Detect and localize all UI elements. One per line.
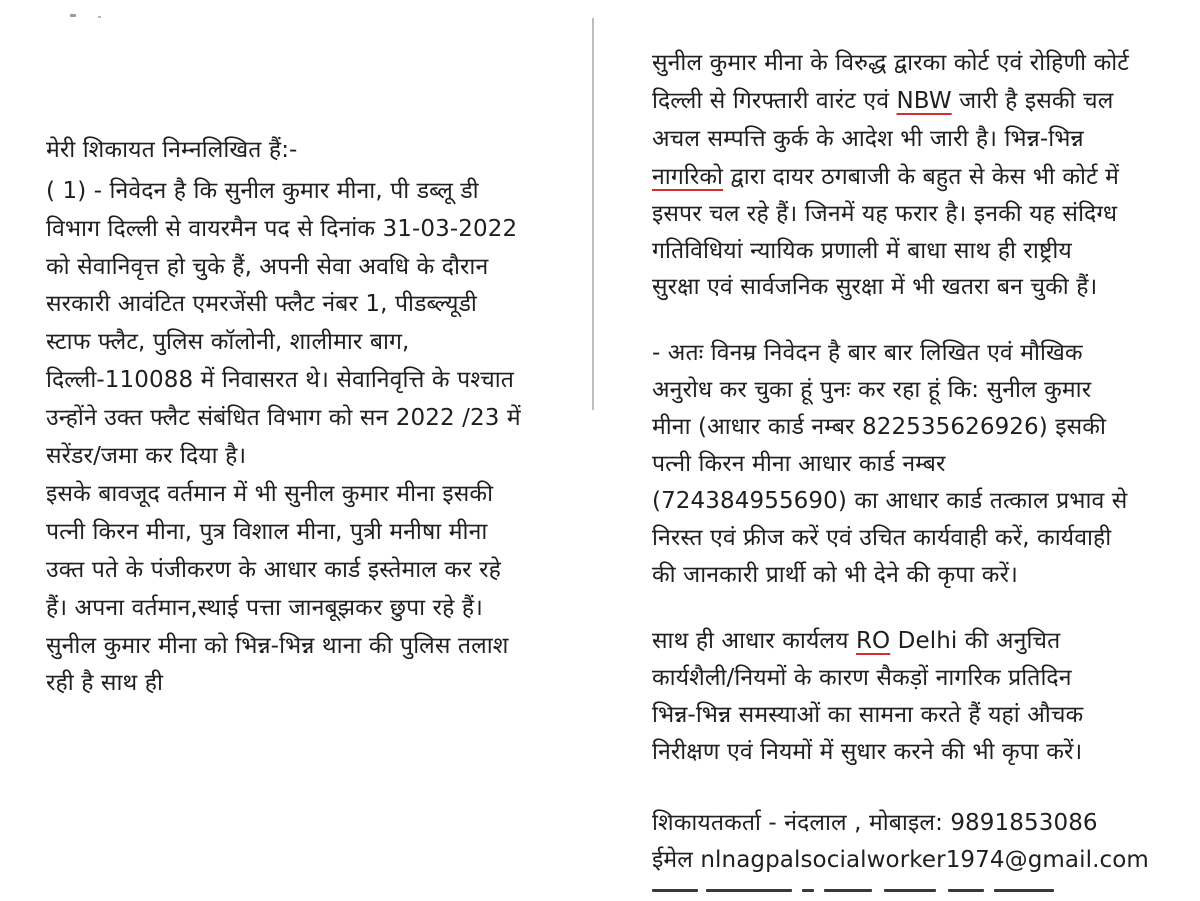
- spellcheck-flagged-word: NBW: [896, 88, 952, 114]
- text-line: पत्नी किरन मीना आधार कार्ड नम्बर: [652, 451, 946, 477]
- text-line: सरकारी आवंटित एमरजेंसी फ्लैट नंबर 1, पीडब्ल्यूडी: [46, 291, 477, 317]
- text-line: इसपर चल रहे हैं। जिनमें यह फरार है। इनकी यह संदिग्ध: [652, 201, 1118, 227]
- text-line: [652, 160, 1119, 194]
- text-line: अनुरोध कर चुका हूं पुनः कर रहा हूं कि: सुनील कुमार: [652, 377, 1092, 403]
- text-line: दिल्ली-110088 में निवासरत थे। सेवानिवृत्ति के पश्चात: [46, 367, 514, 393]
- text-line: सुनील कुमार मीना के विरुद्ध द्वारका कोर्ट एवं रोहिणी कोर्ट: [652, 50, 1129, 76]
- text-line: निरस्त एवं फ्रीज करें एवं उचित कार्यवाही करें, कार्यवाही: [652, 525, 1112, 551]
- complaint-heading: मेरी शिकायत निम्नलिखित हैं:-: [46, 137, 298, 163]
- text-line: ( 1) - निवेदन है कि सुनील कुमार मीना, पी डब्लू डी: [46, 178, 479, 204]
- text-line: हैं। अपना वर्तमान,स्थाई पत्ता जानबूझकर छुपा रहे हैं।: [46, 595, 483, 621]
- text-line: सरेंडर/जमा कर दिया है।: [46, 443, 247, 469]
- text-line: (724384955690) का आधार कार्ड तत्काल प्रभाव से: [652, 488, 1128, 514]
- text-line: उन्होंने उक्त फ्लैट संबंधित विभाग को सन 2022 /23 में: [46, 405, 521, 431]
- text-line: - अतः विनम्र निवेदन है बार बार लिखित एवं मौखिक: [652, 340, 1083, 366]
- scan-speck: [98, 16, 101, 18]
- spellcheck-flagged-word: RO: [855, 628, 891, 654]
- text-line: पत्नी किरन मीना, पुत्र विशाल मीना, पुत्री मनीषा मीना: [46, 519, 488, 545]
- text-fragment: द्वारा दायर ठगबाजी के बहुत से केस भी कोर्ट में: [723, 164, 1120, 190]
- scan-speck: [70, 14, 76, 17]
- text-line: मीना (आधार कार्ड नम्बर 822535626926) इसकी: [652, 414, 1107, 440]
- text-line: इसके बावजूद वर्तमान में भी सुनील कुमार मीना इसकी: [46, 481, 494, 507]
- text-fragment: दिल्ली से गिरफ्तारी वारंट एवं: [652, 88, 897, 114]
- text-fragment: जारी है इसकी चल: [951, 88, 1114, 114]
- cropped-glyphs: [802, 889, 814, 892]
- cropped-text-line: [652, 887, 1092, 901]
- text-line: सुरक्षा एवं सार्वजनिक सुरक्षा में भी खतरा बन चुकी हैं।: [652, 274, 1098, 300]
- text-line: कार्यशैली/नियमों के कारण सैकड़ों नागरिक प्रतिदिन: [652, 665, 1072, 691]
- cropped-glyphs: [824, 889, 872, 892]
- text-line: को सेवानिवृत्त हो चुके हैं, अपनी सेवा अवधि के दौरान: [46, 254, 489, 280]
- text-line: अचल सम्पत्ति कुर्क के आदेश भी जारी है। भिन्न-भिन्न: [652, 126, 1084, 152]
- text-line: [652, 84, 1113, 118]
- text-fragment: साथ ही आधार कार्यलय: [652, 628, 856, 654]
- text-line: निरीक्षण एवं नियमों में सुधार करने की भी कृपा करें।: [652, 739, 1083, 765]
- complainant-email: ईमेल nlnagpalsocialworker1974@gmail.com: [652, 847, 1149, 873]
- text-line: उक्त पते के पंजीकरण के आधार कार्ड इस्तेमाल कर रहे: [46, 557, 501, 583]
- text-line: सुनील कुमार मीना को भिन्न-भिन्न थाना की पुलिस तलाश: [46, 633, 509, 659]
- left-page: [0, 0, 592, 901]
- text-line: की जानकारी प्रार्थी को भी देने की कृपा करें।: [652, 562, 1018, 588]
- cropped-glyphs: [948, 889, 984, 892]
- text-line: [652, 624, 1060, 658]
- right-page: [600, 0, 1200, 901]
- text-fragment: Delhi की अनुचित: [890, 628, 1061, 654]
- cropped-glyphs: [706, 889, 792, 892]
- text-line: भिन्न-भिन्न समस्याओं का सामना करते हैं यहां औचक: [652, 702, 1084, 728]
- spellcheck-flagged-word: नागरिको: [652, 164, 724, 190]
- page-divider: [592, 18, 594, 410]
- text-line: गतिविधियां न्यायिक प्रणाली में बाधा साथ ही राष्ट्रीय: [652, 238, 1072, 264]
- text-line: स्टाफ फ्लैट, पुलिस कॉलोनी, शालीमार बाग,: [46, 329, 410, 355]
- cropped-glyphs: [652, 889, 698, 892]
- text-line: रही है साथ ही: [46, 670, 163, 696]
- complainant-contact: शिकायतकर्ता - नंदलाल , मोबाइल: 9891853086: [652, 810, 1098, 836]
- cropped-glyphs: [884, 889, 936, 892]
- cropped-glyphs: [994, 889, 1054, 892]
- text-line: विभाग दिल्ली से वायरमैन पद से दिनांक 31-03-2022: [46, 216, 518, 242]
